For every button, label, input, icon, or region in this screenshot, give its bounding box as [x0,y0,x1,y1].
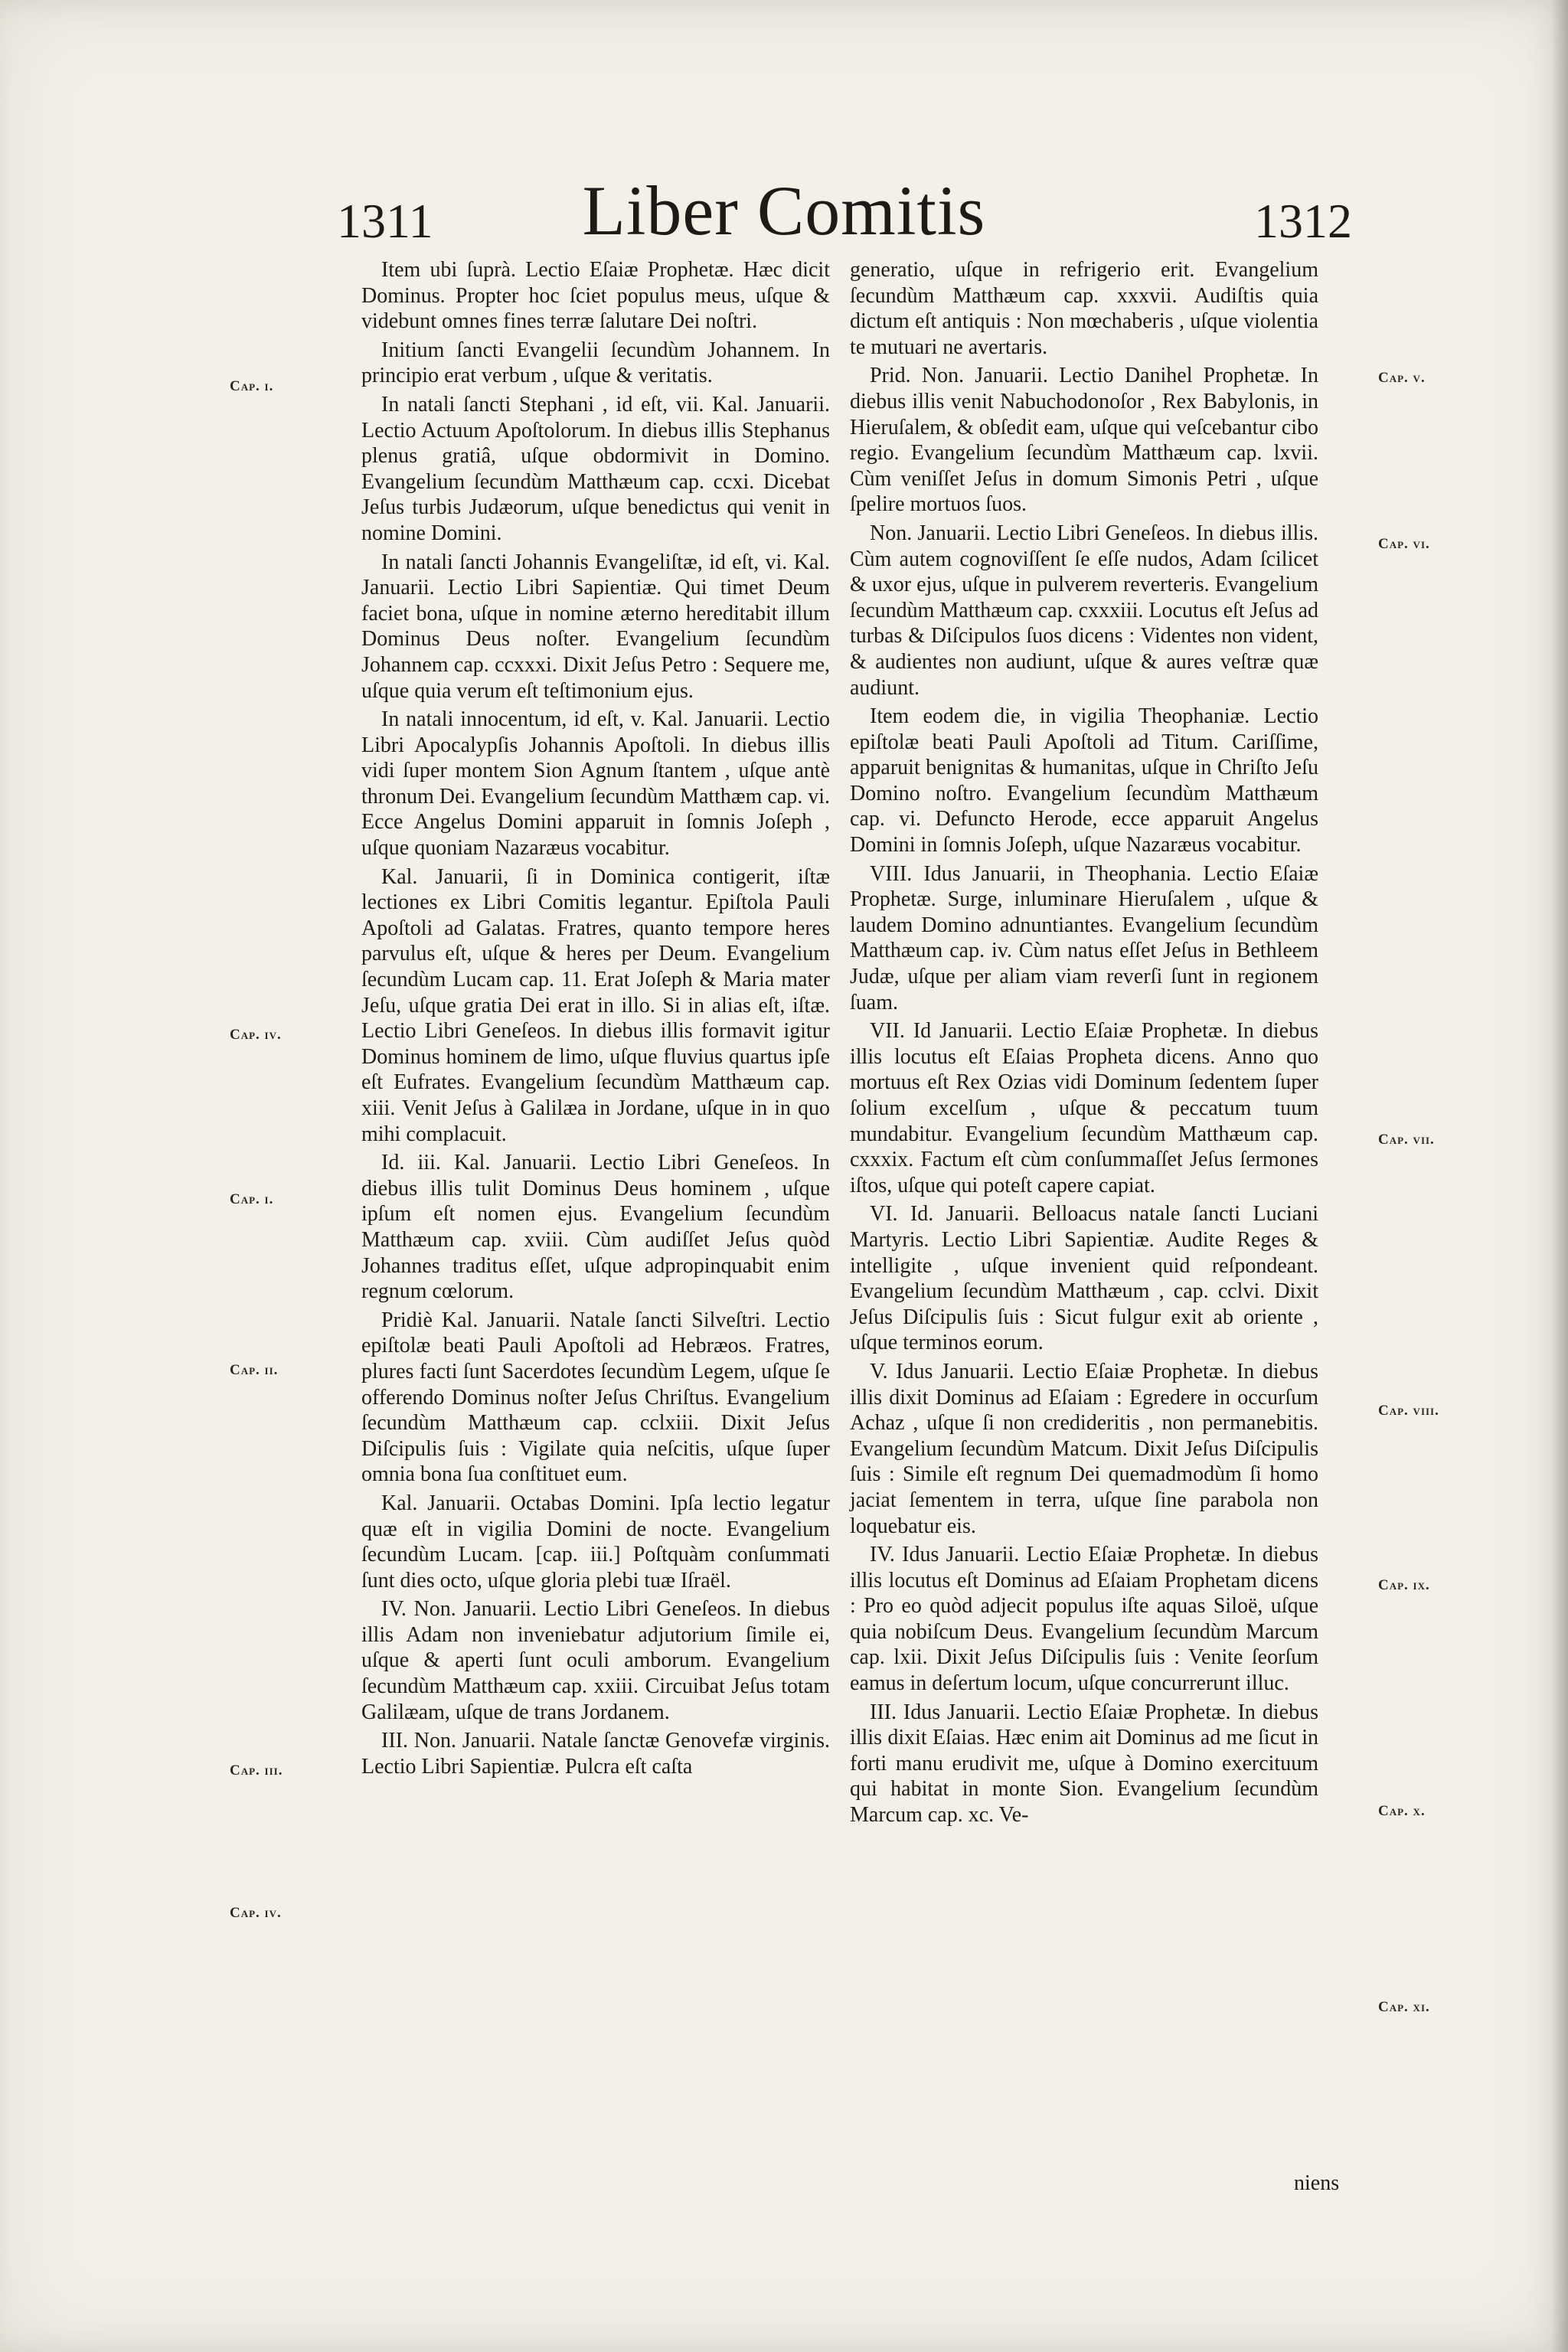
paragraph: IV. Idus Januarii. Lectio Eſaiæ Prophetæ. In diebus illis locutus eſt Dominus ad Eſaiam Prophetam dicens : Pro eo quòd adjecit populus iſte aquas Siloë, uſque quia nobiſcum Deus. Evangelium ſecundùm Marcum cap. lxii. Dixit Jeſus Diſcipulis ſuis : Venite ſeorſum eamus in deſertum locum, uſque concurrerunt illuc. [850,1543,1318,1696]
running-title: Liber Comitis [582,172,986,250]
text-column-right [850,257,1318,1831]
margin-note-right-3: Cap. vii. [1378,1132,1435,1148]
margin-note-right-2: Cap. vi. [1378,536,1430,552]
paragraph: Prid. Non. Januarii. Lectio Danihel Prophetæ. In diebus illis venit Nabuchodonoſor , Rex Babylonis, in Hieruſalem, & obſedit eam, uſque qui veſcebantur cibo regio. Evangelium ſecundùm Matthæum cap. lxvii. Cùm veniſſet Jeſus in domum Simonis Petri , uſque ſpelire mortuos ſuos. [850,364,1318,517]
running-header [0,170,1568,254]
paragraph: V. Idus Januarii. Lectio Eſaiæ Prophetæ. In diebus illis dixit Dominus ad Eſaiam : Egredere in occurſum Achaz , uſque ſi non credideritis , non permanebitis. Evangelium ſecundùm Matcum. Dixit Jeſus Diſcipulis ſuis : Simile eſt regnum Dei quemadmodùm ſi homo jaciat ſementem in terra, uſque ſine parabola non loquebatur eis. [850,1359,1318,1538]
catchword: niens [1294,2171,1340,2195]
margin-note-right-6: Cap. x. [1378,1803,1426,1819]
paragraph: Item eodem die, in vigilia Theophaniæ. Lectio epiſtolæ beati Pauli Apoſtoli ad Titum. Cariſſime, apparuit benignitas & humanitas, uſque in Chriſto Jeſu Domino noſtro. Evangelium ſecundùm Matthæum cap. vi. Defuncto Herode, ecce apparuit Angelus Domini in ſomnis Joſeph, uſque Nazaræus vocabitur. [850,704,1318,858]
margin-note-right-4: Cap. viii. [1378,1403,1439,1419]
page-spine-shadow [1551,0,1568,2352]
paragraph: Pridiè Kal. Januarii. Natale ſancti Silveſtri. Lectio epiſtolæ beati Pauli Apoſtoli ad Hebræos. Fratres, plures facti ſunt Sacerdotes ſecundùm Legem, uſque ſe offerendo Dominus noſter Jeſus Chriſtus. Evangelium ſecundùm Matthæum cap. cclxiii. Dixit Jeſus Diſcipulis ſuis : Vigilate quia neſcitis, uſque ſuper omnia bona ſua conſtituet eum. [361,1308,830,1487]
margin-note-left-6: Cap. iv. [230,1905,282,1921]
paragraph: III. Non. Januarii. Natale ſanctæ Genovefæ virginis. Lectio Libri Sapientiæ. Pulcra eſt caſta [361,1729,830,1779]
margin-note-left-2: Cap. iv. [230,1027,282,1043]
paragraph: In natali innocentum, id eſt, v. Kal. Januarii. Lectio Libri Apocalypſis Johannis Apoſtoli. In diebus illis vidi ſuper montem Sion Agnum ſtantem , uſque antè thronum Dei. Evangelium ſecundùm Matthæm cap. vi. Ecce Angelus Domini apparuit in ſomnis Joſeph , uſque quoniam Nazaræus vocabitur. [361,707,830,861]
paragraph: generatio, uſque in refrigerio erit. Evangelium ſecundùm Matthæum cap. xxxvii. Audiſtis quia dictum eſt antiquis : Non mœchaberis , uſque violentia te mutuari ne avertaris. [850,258,1318,359]
paragraph: Non. Januarii. Lectio Libri Geneſeos. In diebus illis. Cùm autem cognoviſſent ſe eſſe nudos, Adam ſcilicet & uxor ejus, uſque in pulverem reverteris. Evangelium ſecundùm Matthæum cap. cxxxiii. Locutus eſt Jeſus ad turbas & Diſcipulos ſuos dicens : Videntes non vident, & audientes non audiunt, uſque & aures veſtræ quæ audiunt. [850,521,1318,700]
margin-note-right-5: Cap. ix. [1378,1577,1430,1593]
paragraph: Item ubi ſuprà. Lectio Eſaiæ Prophetæ. Hæc dicit Dominus. Propter hoc ſciet populus meus, uſque & videbunt omnes fines terræ ſalutare Dei noſtri. [361,258,830,334]
paragraph: Initium ſancti Evangelii ſecundùm Johannem. In principio erat verbum , uſque & veritatis. [361,338,830,388]
paragraph: VII. Id Januarii. Lectio Eſaiæ Prophetæ. In diebus illis locutus eſt Eſaias Propheta dicens. Anno quo mortuus eſt Rex Ozias vidi Dominum ſedentem ſuper ſolium excelſum , uſque & peccatum tuum mundabitur. Evangelium ſecundùm Matthæum cap. cxxxix. Factum eſt cùm conſummaſſet Jeſus ſermones iſtos, uſque qui poteſt capere capiat. [850,1019,1318,1197]
page-number-right: 1312 [1254,194,1352,248]
margin-note-left-1: Cap. i. [230,378,274,394]
paragraph: VIII. Idus Januarii, in Theophania. Lectio Eſaiæ Prophetæ. Surge, inluminare Hieruſalem , uſque & laudem Domino adnuntiantes. Evangelium ſecundùm Matthæum cap. iv. Cùm natus eſſet Jeſus in Bethleem Judæ, uſque per aliam viam reverſi ſunt in regionem ſuam. [850,861,1318,1014]
text-column-left [361,257,830,1782]
margin-note-right-7: Cap. xi. [1378,1999,1430,2015]
paragraph: In natali ſancti Stephani , id eſt, vii. Kal. Januarii. Lectio Actuum Apoſtolorum. In diebus illis Stephanus plenus gratiâ, uſque obdormivit in Domino. Evangelium ſecundùm Matthæum cap. ccxi. Dicebat Jeſus turbis Judæorum, uſque benedictus qui venit in nomine Domini. [361,392,830,545]
paragraph: Id. iii. Kal. Januarii. Lectio Libri Geneſeos. In diebus illis tulit Dominus Deus hominem , uſque ipſum eſt nomen ejus. Evangelium ſecundùm Matthæum cap. xviii. Cùm audiſſet Jeſus quòd Johannes traditus eſſet, uſque adpropinquabit enim regnum cœlorum. [361,1151,830,1304]
paragraph: Kal. Januarii, ſi in Dominica contigerit, iſtæ lectiones ex Libri Comitis legantur. Epiſtola Pauli Apoſtoli ad Galatas. Fratres, quanto tempore heres parvulus eſt, uſque & heres per Deum. Evangelium ſecundùm Lucam cap. 11. Erat Joſeph & Maria mater Jeſu, uſque gratia Dei erat in illo. Si in alias eſt, iſtæ. Lectio Libri Geneſeos. In diebus illis formavit igitur Dominus hominem de limo, uſque fluvius quartus ipſe eſt Eufrates. Evangelium ſecundùm Matthæum cap. xiii. Venit Jeſus à Galilæa in Jordane, uſque in in quo mihi complacuit. [361,864,830,1146]
margin-note-right-1: Cap. v. [1378,370,1426,386]
paragraph: IV. Non. Januarii. Lectio Libri Geneſeos. In diebus illis Adam non inveniebatur adjutorium ſimile ei, uſque & aperti ſunt oculi amborum. Evangelium ſecundùm Matthæum cap. xxiii. Circuibat Jeſus totam Galilæam, uſque de trans Jordanem. [361,1597,830,1724]
margin-note-left-3: Cap. i. [230,1191,274,1207]
margin-note-left-4: Cap. ii. [230,1362,279,1378]
page-number-left: 1311 [337,194,433,248]
paragraph: III. Idus Januarii. Lectio Eſaiæ Prophetæ. In diebus illis dixit Eſaias. Hæc enim ait Dominus ad me ſicut in forti manu erudivit me, uſque à Domino exercituum qui habitat in monte Sion. Evangelium ſecundùm Marcum cap. xc. Ve- [850,1700,1318,1828]
paragraph: Kal. Januarii. Octabas Domini. Ipſa lectio legatur quæ eſt in vigilia Domini de nocte. Evangelium ſecundùm Lucam. [cap. iii.] Poſtquàm conſummati ſunt dies octo, uſque gloria plebi tuæ Iſraël. [361,1491,830,1592]
margin-note-left-5: Cap. iii. [230,1762,283,1779]
paragraph: In natali ſancti Johannis Evangeliſtæ, id eſt, vi. Kal. Januarii. Lectio Libri Sapientiæ. Qui timet Deum faciet bona, uſque in nomine æterno hereditabit illum Dominus Deus noſter. Evangelium ſecundùm Johannem cap. ccxxxi. Dixit Jeſus Petro : Sequere me, uſque quia verum eſt teſtimonium ejus. [361,550,830,703]
paragraph: VI. Id. Januarii. Belloacus natale ſancti Luciani Martyris. Lectio Libri Sapientiæ. Audite Reges & intelligite , uſque invenient quid reſpondeant. Evangelium ſecundùm Matthæum , cap. cclvi. Dixit Jeſus Diſcipulis ſuis : Sicut fulgur exit ab oriente , uſque terminos eorum. [850,1202,1318,1355]
